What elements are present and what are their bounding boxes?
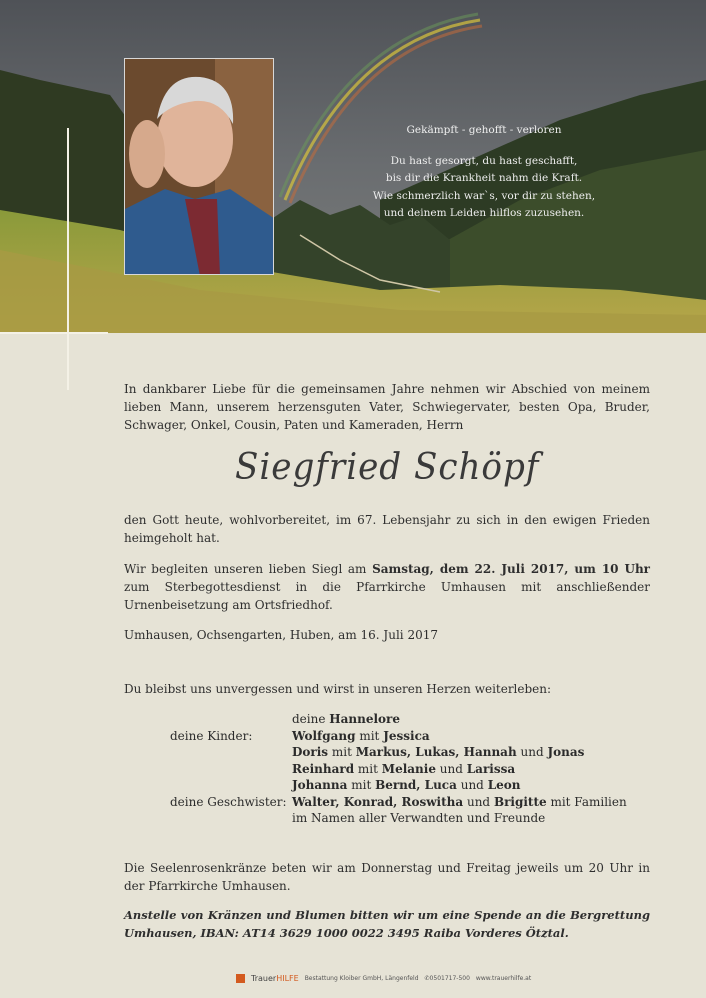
siblings-und: und [463, 794, 494, 809]
kid3-name: Reinhard [292, 761, 355, 776]
cross-vertical-line [67, 128, 69, 390]
verse-line-3: bis dir die Krankheit nahm die Kraft. [385, 172, 583, 184]
kid3-und: und [435, 761, 467, 776]
kid2-und: und [516, 745, 548, 759]
footer [236, 972, 531, 984]
kid4-name: Johanna [292, 778, 348, 792]
portrait-image [125, 59, 274, 275]
deceased-name-text: Siegfried Schöpf [234, 447, 540, 488]
siblings-post: mit Familien [546, 794, 627, 809]
family-list [170, 711, 660, 827]
kid3-partner: Melanie [381, 761, 436, 776]
kid4-und: und [456, 778, 488, 792]
footer-company: Bestattung Kloiber GmbH, Längenfeld [304, 974, 419, 982]
cross-horizontal-line [0, 332, 108, 334]
kid1-partner: Jessica [383, 728, 430, 743]
kid1-mit: mit [355, 728, 384, 743]
wife-name: Hannelore [329, 712, 400, 726]
siblings-label: deine Geschwister: [170, 794, 287, 809]
kid2-partner: Markus, Lukas, Hannah [355, 745, 517, 759]
kid2-last: Jonas [547, 745, 585, 759]
footer-phone: ✆0501717-500 [424, 974, 470, 982]
family-row-kid1 [170, 728, 660, 745]
kid3-mit: mit [354, 761, 382, 776]
verse-line-5: und deinem Leiden hilflos zuzusehen. [383, 207, 585, 219]
kids-label: deine Kinder: [170, 728, 253, 743]
donation-text: Anstelle von Kränzen und Blumen bitten wir um eine Spende an die Bergrettung Umhausen, IBAN: AT14 3629 1000 0022 3495 Raiba Vorderes Ötztal. [124, 908, 650, 940]
memorial-verse [344, 122, 624, 223]
family-row-kid2 [170, 744, 660, 761]
footer-logo-text [251, 974, 299, 983]
logo-part-1: Trauer [251, 973, 277, 983]
verse-line-1: Gekämpft - gehofft - verloren [406, 124, 562, 136]
verse-line-2: Du hast gesorgt, du hast geschafft, [390, 154, 578, 167]
kid2-name: Doris [292, 745, 329, 759]
rosary-text: Die Seelenrosenkränze beten wir am Donnerstag und Freitag jeweils um 20 Uhr in der Pfarrkirche Umhausen. [124, 861, 650, 893]
family-row-relatives [170, 810, 660, 827]
kid2-mit: mit [328, 745, 356, 759]
family-row-kid3 [170, 761, 660, 778]
funeral-post: zum Sterbegottesdienst in die Pfarrkirche Umhausen mit anschließender Urnenbeisetzung am Ortsfriedhof. [124, 580, 650, 612]
farewell-text: Du bleibst uns unvergessen und wirst in unseren Herzen weiterleben: [124, 682, 552, 696]
family-row-wife [170, 711, 660, 728]
death-text: den Gott heute, wohlvorbereitet, im 67. Lebensjahr zu sich in den ewigen Frieden heimgeholt hat. [124, 513, 650, 545]
family-row-siblings [170, 794, 660, 811]
portrait-photo [124, 58, 274, 275]
funeral-pre: Wir begleiten unseren lieben Siegl am [124, 562, 373, 576]
kid4-mit: mit [347, 778, 376, 792]
kid1-name: Wolfgang [292, 728, 356, 743]
relatives-text: im Namen aller Verwandten und Freunde [292, 811, 546, 825]
deceased-name [124, 447, 650, 488]
kid4-last: Leon [487, 778, 521, 792]
kid3-last: Larissa [466, 761, 516, 776]
footer-web[interactable]: www.trauerhilfe.at [475, 974, 532, 982]
siblings-names: Walter, Konrad, Roswitha [292, 794, 464, 809]
trauerhilfe-logo-icon [236, 974, 245, 983]
logo-part-2: HILFE [276, 973, 299, 983]
kid4-partner: Bernd, Luca [375, 778, 457, 792]
funeral-date: Samstag, dem 22. Juli 2017, um 10 Uhr [372, 562, 651, 576]
verse-line-4: Wie schmerzlich war`s, vor dir zu stehen, [372, 189, 596, 202]
place-date: Umhausen, Ochsengarten, Huben, am 16. Juli 2017 [124, 628, 438, 642]
funeral-text [124, 560, 650, 614]
siblings-last: Brigitte [493, 794, 547, 809]
wife-prefix: deine [292, 712, 330, 726]
intro-text: In dankbarer Liebe für die gemeinsamen Jahre nehmen wir Abschied von meinem lieben Mann, unserem herzensguten Vater, Schwiegervater, besten Opa, Bruder, Schwager, Onkel, Cousin, Paten und Kameraden, Herrn [124, 382, 650, 432]
family-row-kid4 [170, 777, 660, 794]
